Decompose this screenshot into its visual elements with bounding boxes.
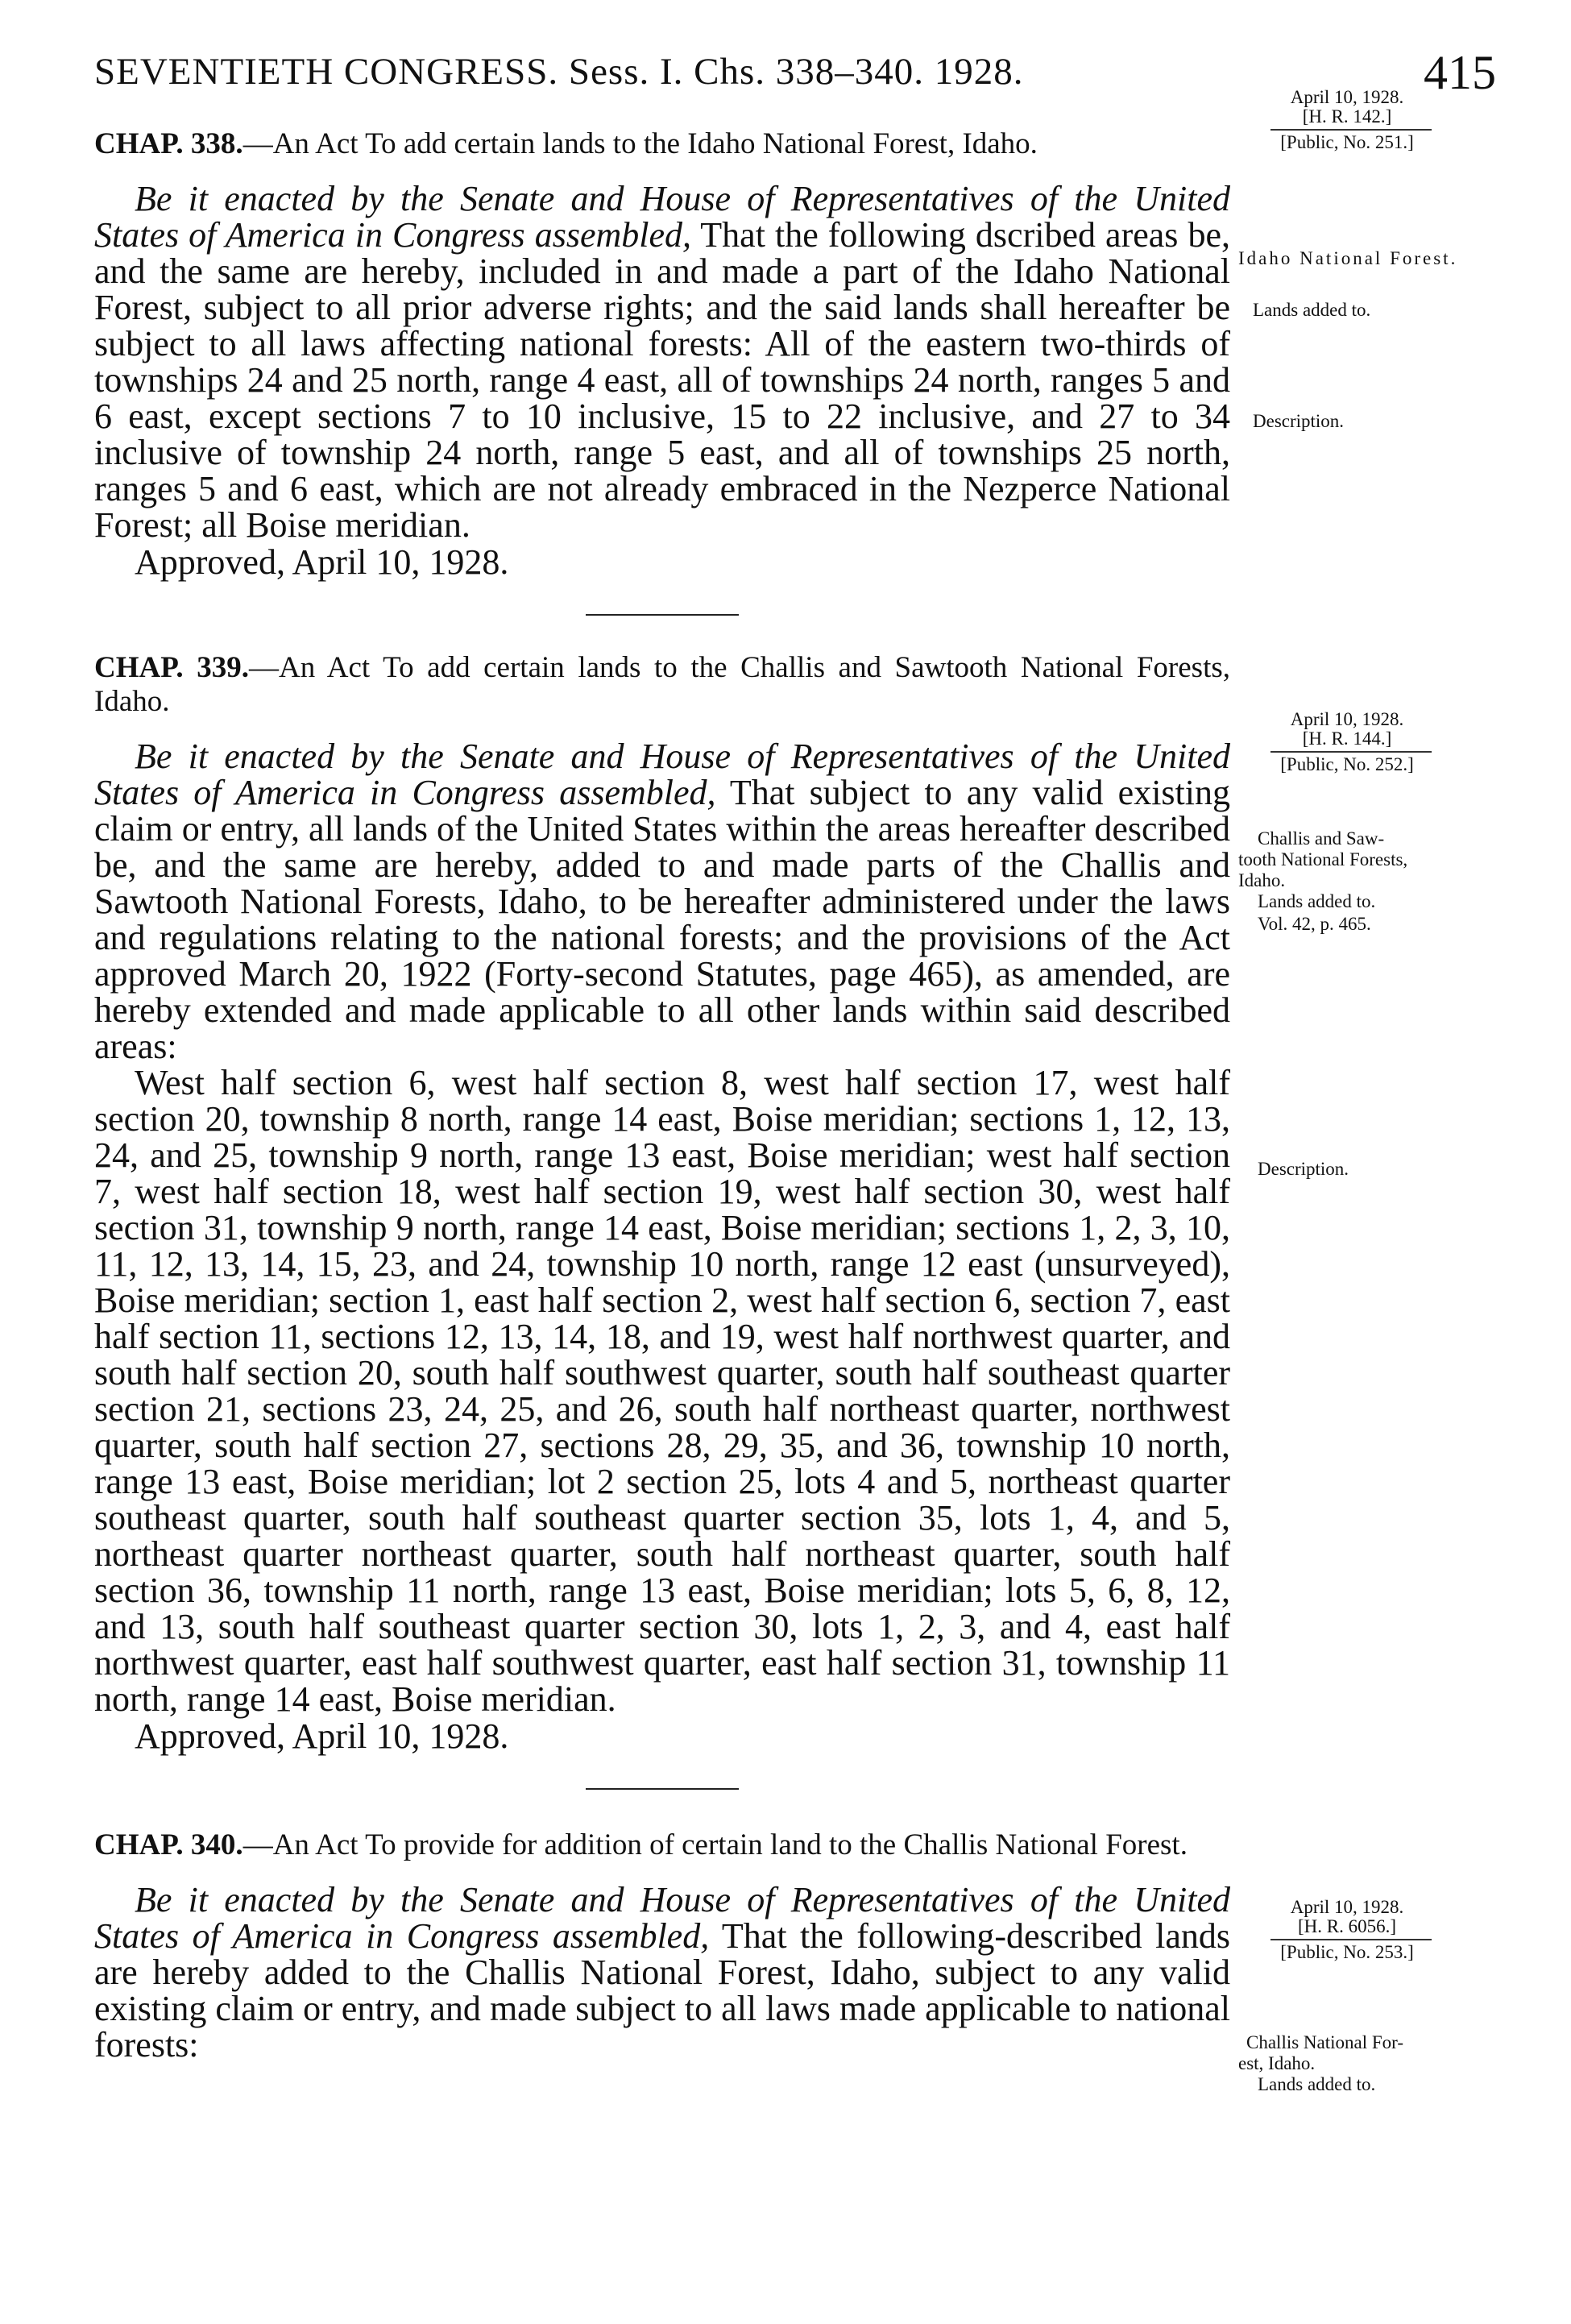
enacting-clause: Be it enacted by the Senate and House of Representatives of the United States of America in Congress assembled, bbox=[94, 737, 1230, 812]
margin-subtopic: Lands added to. bbox=[1258, 2074, 1376, 2094]
enacting-clause: Be it enacted by the Senate and House of Representatives of the United States of America in Congress assembled, bbox=[94, 1880, 1230, 1956]
margin-topic-line: Challis and Saw- bbox=[1258, 828, 1385, 849]
body-text: That subject to any valid existing claim or entry, all lands of the United States within the areas hereafter described be, and the same are hereby, added to and made parts of the Challis and Sawtooth National Forests, Idaho, to be hereafter administered under the laws and regulations relating to the national forests; and the provisions of the Act approved March 20, 1922 (Forty-second Statutes, page 465), as amended, are hereby extended and made applicable to all other lands within said described areas: bbox=[94, 773, 1230, 1066]
body-text: That the following-described lands are hereby added to the Challis National Forest, Idaho, subject to any valid existing claim or entry, and made subject to all laws made applicable to national forests: bbox=[94, 1916, 1230, 2065]
margin-subtopic: Lands added to. bbox=[1253, 300, 1371, 320]
chapter-title: —An Act To add certain lands to the Challis and Sawtooth National Forests, Idaho. bbox=[94, 651, 1230, 718]
chapter-heading bbox=[94, 1828, 1230, 1862]
chapter-338 bbox=[94, 127, 1230, 582]
margin-topic: Idaho National Forest. bbox=[1238, 248, 1458, 268]
margin-topic-line: Idaho. bbox=[1238, 870, 1286, 890]
margin-bill: [H. R. 142.] bbox=[1302, 106, 1392, 127]
enacting-clause: Be it enacted by the Senate and House of Representatives of the United States of America in Congress assembled, bbox=[94, 179, 1230, 255]
chapter-339 bbox=[94, 651, 1230, 1756]
margin-description: Description. bbox=[1253, 411, 1345, 431]
margin-bill: [H. R. 6056.] bbox=[1297, 1916, 1397, 1936]
chapter-heading bbox=[94, 651, 1230, 719]
description-paragraph: West half section 6, west half section 8, west half section 17, west half section 20, township 8 north, range 14 east, Boise meridian; sections 1, 12, 13, 24, and 25, township 9 north, range 13 east, Boise meridian; west half section 7, west half section 18, west half section 19, west half section 30, west half section 31, township 9 north, range 14 east, Boise meridian; sections 1, 2, 3, 10, 11, 12, 13, 14, 15, 23, and 24, township 10 north, range 12 east (unsurveyed), Boise meridian; section 1, east half section 2, west half section 6, section 7, east half section 11, sections 12, 13, 14, 18, and 19, west half northwest quarter, and south half section 20, south half southwest quarter, south half southeast quarter section 21, sections 23, 24, 25, and 26, south half northeast quarter, northwest quarter, south half section 27, sections 28, 29, 35, and 36, township 10 north, range 13 east, Boise meridian; lot 2 section 25, lots 4 and 5, northeast quarter southeast quarter, south half southeast quarter section 35, lots 1, 4, and 5, northeast quarter northeast quarter, south half northeast quarter, south half section 36, township 11 north, range 13 east, Boise meridian; lots 5, 6, 8, 12, and 13, south half southeast quarter section 30, lots 1, 2, 3, and 4, east half northwest quarter, east half southwest quarter, east half section 31, township 11 north, range 14 east, Boise meridian. bbox=[94, 1063, 1230, 1719]
margin-date: April 10, 1928. bbox=[1290, 709, 1404, 729]
margin-topic-line: tooth National Forests, bbox=[1238, 849, 1408, 869]
chapter-340 bbox=[94, 1828, 1230, 2063]
margin-date: April 10, 1928. bbox=[1290, 87, 1404, 107]
chapter-body bbox=[94, 1882, 1230, 2063]
chapter-label: CHAP. 340. bbox=[94, 1828, 243, 1861]
body-text: That the following dscribed areas be, and the same are hereby, included in and made a part of the Idaho National Forest, subject to all prior adverse rights; and the said lands shall hereafter be subject to all laws affecting national forests: All of the eastern two-thirds of townships 24 and 25 north, range 4 east, all of townships 24 north, ranges 5 and 6 east, except sections 7 to 10 inclusive, 15 to 22 inclusive, and 27 to 34 inclusive of township 24 north, range 5 east, and all of townships 25 north, ranges 5 and 6 east, which are not already embraced in the Nezperce National Forest; all Boise meridian. bbox=[94, 215, 1230, 545]
margin-rule bbox=[1270, 751, 1432, 753]
margin-topic-line: est, Idaho. bbox=[1238, 2053, 1316, 2073]
main-text bbox=[94, 127, 1230, 2063]
approval-line: Approved, April 10, 1928. bbox=[135, 1716, 509, 1756]
chapter-label: CHAP. 338. bbox=[94, 127, 243, 160]
chapter-body bbox=[94, 181, 1230, 543]
margin-public: [Public, No. 251.] bbox=[1280, 132, 1414, 152]
page-number: 415 bbox=[1424, 46, 1496, 99]
approval-line: Approved, April 10, 1928. bbox=[135, 542, 509, 582]
chapter-title: —An Act To add certain lands to the Idaho National Forest, Idaho. bbox=[242, 127, 1038, 160]
chapter-heading bbox=[94, 127, 1230, 161]
margin-reference: Vol. 42, p. 465. bbox=[1258, 914, 1371, 934]
margin-public: [Public, No. 252.] bbox=[1280, 754, 1414, 774]
margin-description: Description. bbox=[1258, 1159, 1349, 1179]
chapter-label: CHAP. 339. bbox=[94, 651, 249, 684]
margin-bill: [H. R. 144.] bbox=[1302, 728, 1392, 749]
chapter-body bbox=[94, 738, 1230, 1064]
margin-rule bbox=[1270, 1939, 1432, 1940]
chapter-title: —An Act To provide for addition of certain land to the Challis National Forest. bbox=[242, 1828, 1188, 1861]
margin-rule bbox=[1270, 129, 1432, 131]
margin-public: [Public, No. 253.] bbox=[1280, 1942, 1414, 1962]
margin-topic-line: Challis National For- bbox=[1246, 2032, 1404, 2052]
margin-date: April 10, 1928. bbox=[1290, 1897, 1404, 1917]
margin-notes bbox=[1238, 0, 1512, 2324]
margin-subtopic: Lands added to. bbox=[1258, 891, 1376, 911]
running-head: SEVENTIETH CONGRESS. Sess. I. Chs. 338–340. 1928. bbox=[94, 51, 1024, 93]
